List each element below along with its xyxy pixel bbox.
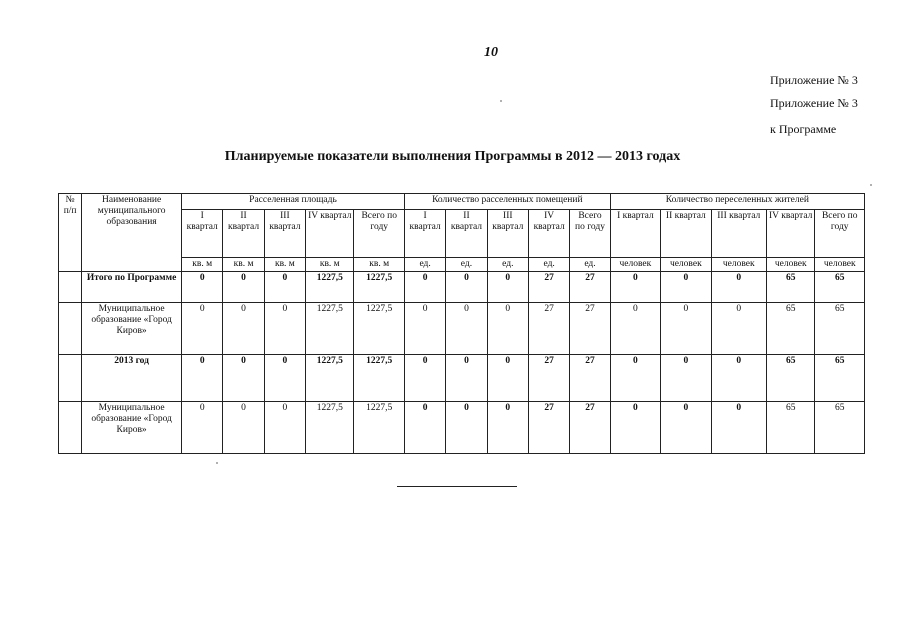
value-cell: 27 bbox=[570, 272, 610, 303]
scan-speck bbox=[870, 184, 872, 186]
value-cell: 0 bbox=[661, 355, 711, 402]
unit-cell: человек bbox=[711, 258, 766, 272]
value-cell: 0 bbox=[711, 355, 766, 402]
value-cell: 0 bbox=[264, 402, 305, 454]
unit-cell: кв. м bbox=[182, 258, 223, 272]
value-cell: 1227,5 bbox=[306, 303, 354, 355]
row-number-cell bbox=[59, 402, 82, 454]
table-row bbox=[59, 272, 865, 303]
value-cell: 27 bbox=[570, 355, 610, 402]
header-name: Наименование муниципального образования bbox=[82, 194, 182, 272]
subheader-cell: II квартал bbox=[223, 210, 264, 258]
row-number-cell bbox=[59, 272, 82, 303]
value-cell: 0 bbox=[446, 303, 487, 355]
value-cell: 27 bbox=[528, 355, 569, 402]
value-cell: 1227,5 bbox=[306, 402, 354, 454]
table-row bbox=[59, 303, 865, 355]
value-cell: 1227,5 bbox=[306, 272, 354, 303]
subheader-cell: II квартал bbox=[661, 210, 711, 258]
footer-rule bbox=[397, 486, 517, 487]
unit-cell: человек bbox=[610, 258, 660, 272]
value-cell: 0 bbox=[182, 303, 223, 355]
appendix-line-2: Приложение № 3 bbox=[770, 96, 858, 110]
unit-cell: кв. м bbox=[354, 258, 404, 272]
row-number-cell bbox=[59, 303, 82, 355]
value-cell: 65 bbox=[767, 355, 815, 402]
subheader-cell: I квартал bbox=[610, 210, 660, 258]
value-cell: 1227,5 bbox=[354, 303, 404, 355]
value-cell: 0 bbox=[610, 303, 660, 355]
scan-speck bbox=[500, 100, 502, 102]
unit-cell: человек bbox=[661, 258, 711, 272]
table-row bbox=[59, 355, 865, 402]
value-cell: 0 bbox=[182, 355, 223, 402]
page-number: 10 bbox=[484, 45, 498, 60]
value-cell: 65 bbox=[767, 303, 815, 355]
value-cell: 1227,5 bbox=[354, 355, 404, 402]
value-cell: 0 bbox=[223, 303, 264, 355]
value-cell: 0 bbox=[404, 272, 445, 303]
value-cell: 0 bbox=[711, 402, 766, 454]
subheader-cell: Всего по году bbox=[354, 210, 404, 258]
value-cell: 0 bbox=[223, 272, 264, 303]
value-cell: 0 bbox=[404, 355, 445, 402]
value-cell: 1227,5 bbox=[354, 272, 404, 303]
unit-cell: ед. bbox=[404, 258, 445, 272]
value-cell: 27 bbox=[528, 402, 569, 454]
value-cell: 65 bbox=[815, 355, 865, 402]
subheader-cell: IV квартал bbox=[767, 210, 815, 258]
subheader-cell: Всего по году bbox=[815, 210, 865, 258]
row-name-cell: Муниципальное образование «Город Киров» bbox=[82, 303, 182, 355]
value-cell: 0 bbox=[661, 272, 711, 303]
unit-cell: человек bbox=[767, 258, 815, 272]
value-cell: 0 bbox=[446, 402, 487, 454]
value-cell: 0 bbox=[182, 272, 223, 303]
subheader-cell: III квартал bbox=[487, 210, 528, 258]
value-cell: 65 bbox=[815, 272, 865, 303]
value-cell: 0 bbox=[223, 355, 264, 402]
header-number: № п/п bbox=[59, 194, 82, 272]
subheader-cell: I квартал bbox=[404, 210, 445, 258]
value-cell: 27 bbox=[570, 303, 610, 355]
group-header-area: Расселенная площадь bbox=[182, 194, 405, 210]
value-cell: 0 bbox=[446, 355, 487, 402]
unit-cell: ед. bbox=[570, 258, 610, 272]
subheader-cell: Всего по году bbox=[570, 210, 610, 258]
table-body bbox=[59, 272, 865, 454]
indicators-table bbox=[58, 193, 865, 454]
value-cell: 0 bbox=[610, 272, 660, 303]
unit-cell: ед. bbox=[446, 258, 487, 272]
value-cell: 0 bbox=[264, 355, 305, 402]
value-cell: 27 bbox=[570, 402, 610, 454]
value-cell: 0 bbox=[711, 272, 766, 303]
value-cell: 0 bbox=[223, 402, 264, 454]
unit-cell: кв. м bbox=[223, 258, 264, 272]
unit-cell: кв. м bbox=[264, 258, 305, 272]
value-cell: 65 bbox=[815, 303, 865, 355]
subheader-cell: IV квартал bbox=[528, 210, 569, 258]
table-row bbox=[59, 402, 865, 454]
row-number-cell bbox=[59, 355, 82, 402]
value-cell: 0 bbox=[487, 355, 528, 402]
subheader-cell: III квартал bbox=[264, 210, 305, 258]
value-cell: 0 bbox=[610, 355, 660, 402]
group-header-row bbox=[59, 194, 865, 210]
unit-cell: человек bbox=[815, 258, 865, 272]
unit-cell: кв. м bbox=[306, 258, 354, 272]
value-cell: 0 bbox=[487, 303, 528, 355]
value-cell: 0 bbox=[264, 303, 305, 355]
value-cell: 0 bbox=[661, 303, 711, 355]
subheader-cell: II квартал bbox=[446, 210, 487, 258]
subheader-cell: III квартал bbox=[711, 210, 766, 258]
row-name-cell: 2013 год bbox=[82, 355, 182, 402]
group-header-residents: Количество переселенных жителей bbox=[610, 194, 864, 210]
row-name-cell: Итого по Программе bbox=[82, 272, 182, 303]
value-cell: 0 bbox=[487, 402, 528, 454]
value-cell: 0 bbox=[264, 272, 305, 303]
document-title: Планируемые показатели выполнения Программы в 2012 — 2013 годах bbox=[224, 149, 681, 164]
value-cell: 0 bbox=[487, 272, 528, 303]
value-cell: 0 bbox=[610, 402, 660, 454]
value-cell: 0 bbox=[446, 272, 487, 303]
group-header-premises: Количество расселенных помещений bbox=[404, 194, 610, 210]
value-cell: 0 bbox=[182, 402, 223, 454]
subheader-cell: IV квартал bbox=[306, 210, 354, 258]
value-cell: 65 bbox=[767, 402, 815, 454]
appendix-line-1: Приложение № 3 bbox=[770, 73, 858, 87]
value-cell: 65 bbox=[767, 272, 815, 303]
value-cell: 27 bbox=[528, 272, 569, 303]
value-cell: 0 bbox=[711, 303, 766, 355]
value-cell: 65 bbox=[815, 402, 865, 454]
value-cell: 0 bbox=[404, 303, 445, 355]
value-cell: 27 bbox=[528, 303, 569, 355]
value-cell: 0 bbox=[404, 402, 445, 454]
value-cell: 0 bbox=[661, 402, 711, 454]
value-cell: 1227,5 bbox=[306, 355, 354, 402]
value-cell: 1227,5 bbox=[354, 402, 404, 454]
unit-cell: ед. bbox=[528, 258, 569, 272]
appendix-line-3: к Программе bbox=[770, 122, 837, 136]
row-name-cell: Муниципальное образование «Город Киров» bbox=[82, 402, 182, 454]
unit-cell: ед. bbox=[487, 258, 528, 272]
subheader-cell: I квартал bbox=[182, 210, 223, 258]
scan-speck bbox=[216, 462, 218, 464]
